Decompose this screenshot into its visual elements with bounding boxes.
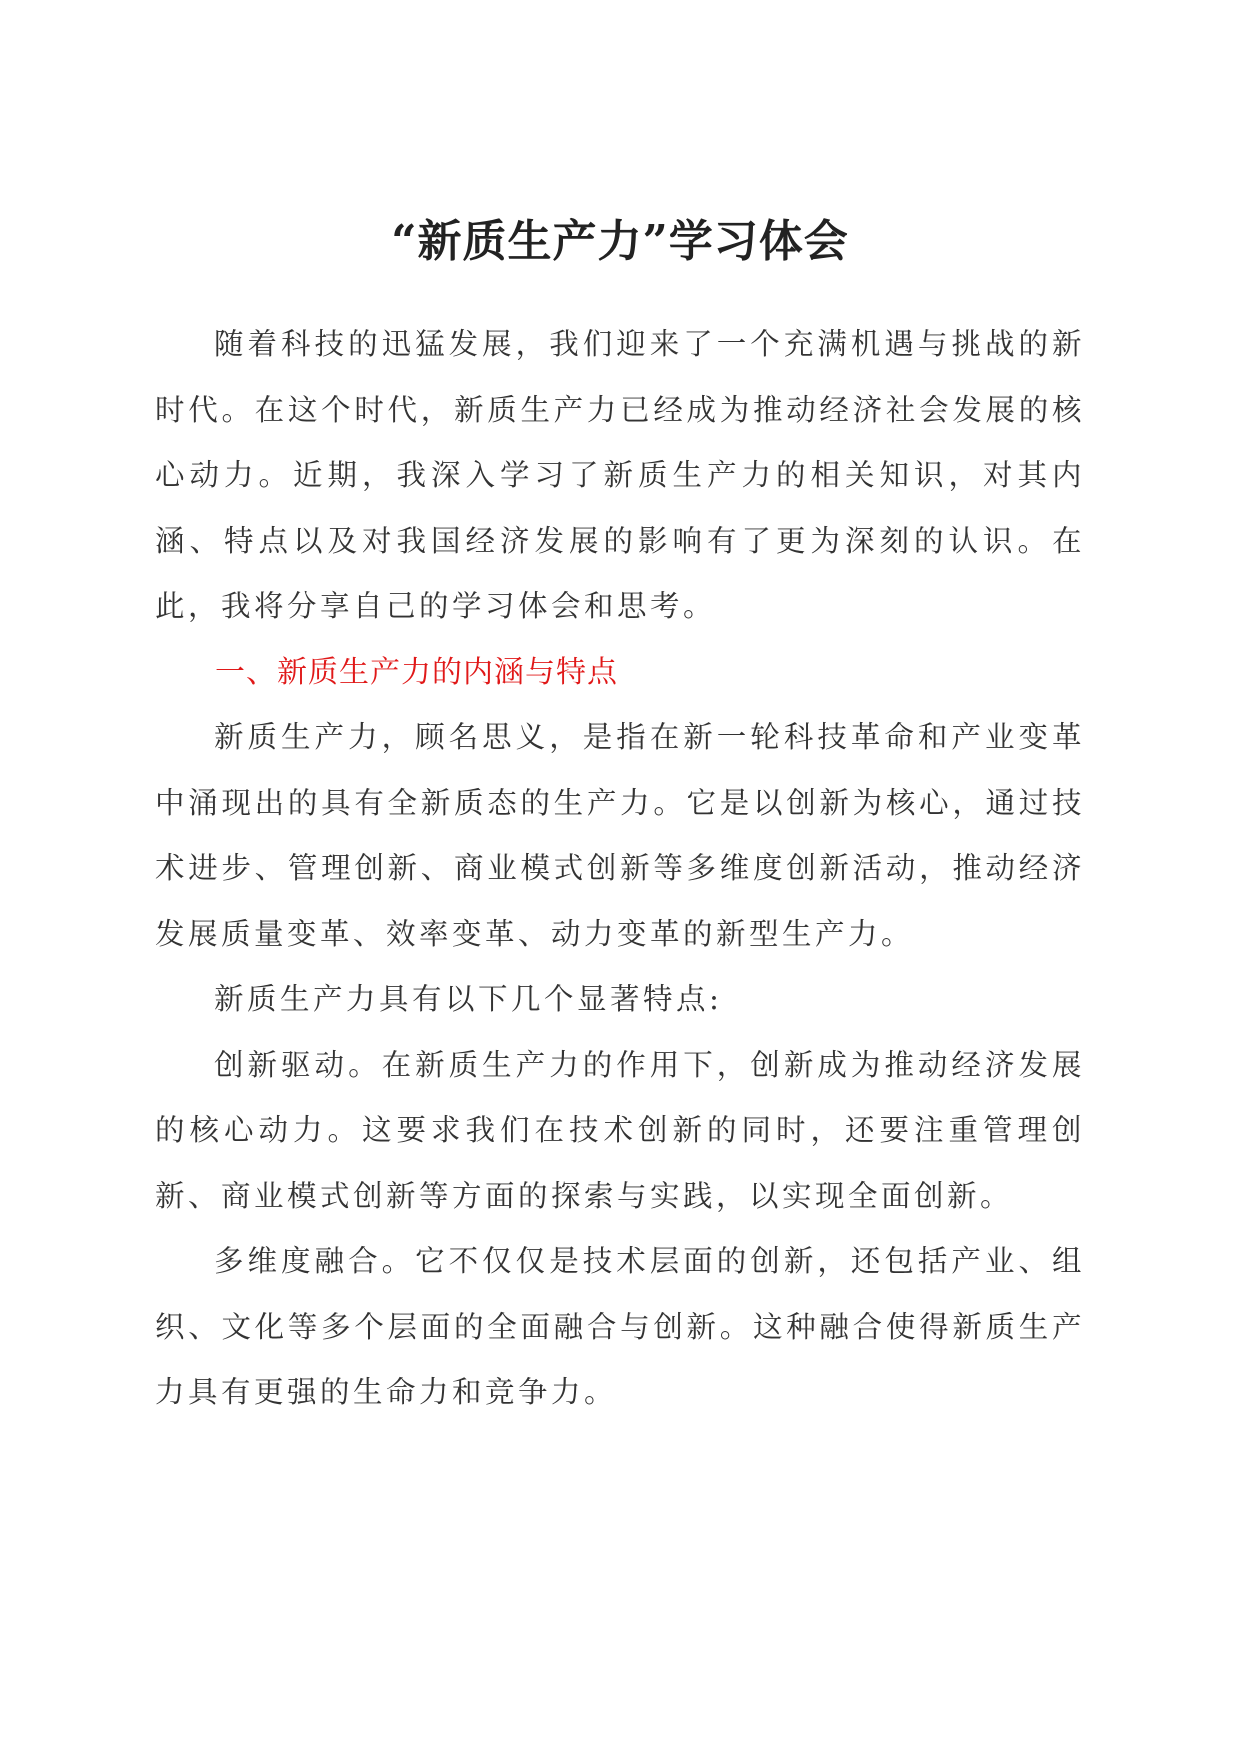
multi-dimension-paragraph: 多维度融合。它不仅仅是技术层面的创新，还包括产业、组织、文化等多个层面的全面融合与创新。这种融合使得新质生产力具有更强的生命力和竞争力。 — [155, 1244, 1085, 1409]
document-body — [155, 312, 1085, 1426]
definition-paragraph: 新质生产力，顾名思义，是指在新一轮科技革命和产业变革中涌现出的具有全新质态的生产力。它是以创新为核心，通过技术进步、管理创新、商业模式创新等多维度创新活动，推动经济发展质量变革、效率变革、动力变革的新型生产力。 — [155, 720, 1085, 951]
section-heading: 一、新质生产力的内涵与特点 — [215, 654, 618, 690]
innovation-driven-paragraph: 创新驱动。在新质生产力的作用下，创新成为推动经济发展的核心动力。这要求我们在技术创新的同时，还要注重管理创新、商业模式创新等方面的探索与实践，以实现全面创新。 — [155, 1047, 1085, 1213]
intro-paragraph: 随着科技的迅猛发展，我们迎来了一个充满机遇与挑战的新时代。在这个时代，新质生产力已经成为推动经济社会发展的核心动力。近期，我深入学习了新质生产力的相关知识，对其内涵、特点以及对我国经济发展的影响有了更为深刻的认识。在此，我将分享自己的学习体会和思考。 — [155, 327, 1085, 623]
document-title: “新质生产力”学习体会 — [391, 216, 849, 267]
features-intro-paragraph: 新质生产力具有以下几个显著特点: — [214, 982, 723, 1016]
